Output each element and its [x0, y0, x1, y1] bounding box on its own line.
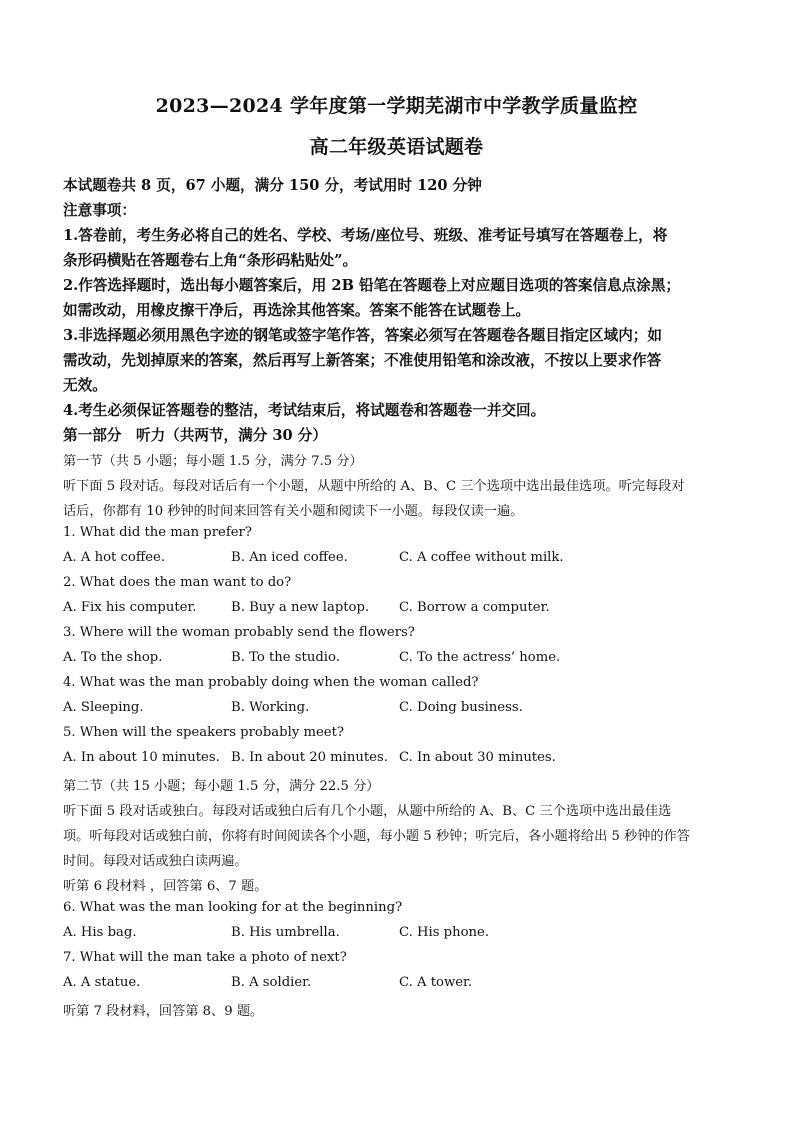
notice-line: 条形码横贴在答题卷右上角“条形码粘贴处”。: [63, 252, 358, 269]
question-4: 4. What was the man probably doing when the woman called?: [63, 675, 479, 690]
part1-heading: 第一部分 听力（共两节，满分 30 分）: [63, 427, 327, 444]
option-a: A. Sleeping.: [63, 700, 144, 715]
exam-summary: 本试题卷共 8 页，67 小题，满分 150 分，考试用时 120 分钟: [63, 177, 482, 194]
section2-instructions: 听下面 5 段对话或独白。每段对话或独白后有几个小题，从题中所给的 A、B、C 三个选项中选出最佳选: [63, 804, 672, 819]
question-1-options: [63, 550, 731, 568]
notice-line: 3.非选择题必须用黑色字迹的钢笔或签字笔作答，答案必须写在答题卷各题目指定区域内；如: [63, 327, 662, 344]
material-6-note: 听第 6 段材料 ，回答第 6、7 题。: [63, 879, 268, 894]
option-a: A. A hot coffee.: [63, 550, 166, 565]
exam-subtitle: 高二年级英语试题卷: [309, 136, 484, 158]
question-7-options: [63, 975, 731, 993]
section2-heading: 第二节（共 15 小题；每小题 1.5 分，满分 22.5 分）: [63, 779, 380, 794]
option-b: B. Buy a new laptop.: [231, 600, 370, 615]
option-c: C. Doing business.: [399, 700, 523, 715]
question-3-options: [63, 650, 731, 668]
question-3: 3. Where will the woman probably send the flowers?: [63, 625, 415, 640]
option-a: A. A statue.: [63, 975, 141, 990]
option-c: C. In about 30 minutes.: [399, 750, 556, 765]
option-c: C. His phone.: [399, 925, 490, 940]
material-7-note: 听第 7 段材料，回答第 8、9 题。: [63, 1004, 264, 1019]
notice-heading: 注意事项：: [63, 202, 136, 219]
section1-instructions: 话后，你都有 10 秒钟的时间来回答有关小题和阅读下一小题。每段仅读一遍。: [63, 504, 524, 519]
section2-instructions: 项。听每段对话或独白前，你将有时间阅读各个小题，每小题 5 秒钟；听完后，各小题将给出 5 秒钟的作答: [63, 829, 690, 844]
notice-line: 2.作答选择题时，选出每小题答案后，用 2B 铅笔在答题卷上对应题目选项的答案信息点涂黑；: [63, 277, 681, 294]
option-b: B. In about 20 minutes.: [231, 750, 388, 765]
option-a: A. His bag.: [63, 925, 137, 940]
notice-line: 4.考生必须保证答题卷的整洁，考试结束后，将试题卷和答题卷一并交回。: [63, 402, 546, 419]
question-2: 2. What does the man want to do?: [63, 575, 292, 590]
section2-instructions: 时间。每段对话或独白读两遍。: [63, 854, 248, 869]
notice-line: 需改动，先划掉原来的答案，然后再写上新答案；不准使用铅笔和涂改液，不按以上要求作答: [63, 352, 662, 369]
section1-heading: 第一节（共 5 小题；每小题 1.5 分，满分 7.5 分）: [63, 454, 363, 469]
notice-line: 无效。: [63, 377, 107, 394]
option-a: A. In about 10 minutes.: [63, 750, 220, 765]
question-4-options: [63, 700, 731, 718]
notice-line: 1.答卷前，考生务必将自己的姓名、学校、考场/座位号、班级、准考证号填写在答题卷上，将: [63, 227, 668, 244]
option-a: A. Fix his computer.: [63, 600, 197, 615]
question-5: 5. When will the speakers probably meet?: [63, 725, 344, 740]
exam-title: 2023—2024 学年度第一学期芜湖市中学教学质量监控: [155, 95, 638, 117]
question-1: 1. What did the man prefer?: [63, 525, 252, 540]
question-6-options: [63, 925, 731, 943]
option-c: C. To the actress’ home.: [399, 650, 561, 665]
section1-instructions: 听下面 5 段对话。每段对话后有一个小题，从题中所给的 A、B、C 三个选项中选出最佳选项。听完每段对: [63, 479, 685, 494]
option-a: A. To the shop.: [63, 650, 163, 665]
question-6: 6. What was the man looking for at the beginning?: [63, 900, 403, 915]
question-7: 7. What will the man take a photo of next?: [63, 950, 347, 965]
question-2-options: [63, 600, 731, 618]
option-b: B. Working.: [231, 700, 310, 715]
option-c: C. Borrow a computer.: [399, 600, 550, 615]
option-c: C. A coffee without milk.: [399, 550, 564, 565]
option-c: C. A tower.: [399, 975, 473, 990]
option-b: B. His umbrella.: [231, 925, 340, 940]
option-b: B. A soldier.: [231, 975, 312, 990]
notice-line: 如需改动，用橡皮擦干净后，再选涂其他答案。答案不能答在试题卷上。: [63, 302, 531, 319]
option-b: B. An iced coffee.: [231, 550, 348, 565]
option-b: B. To the studio.: [231, 650, 340, 665]
question-5-options: [63, 750, 731, 768]
